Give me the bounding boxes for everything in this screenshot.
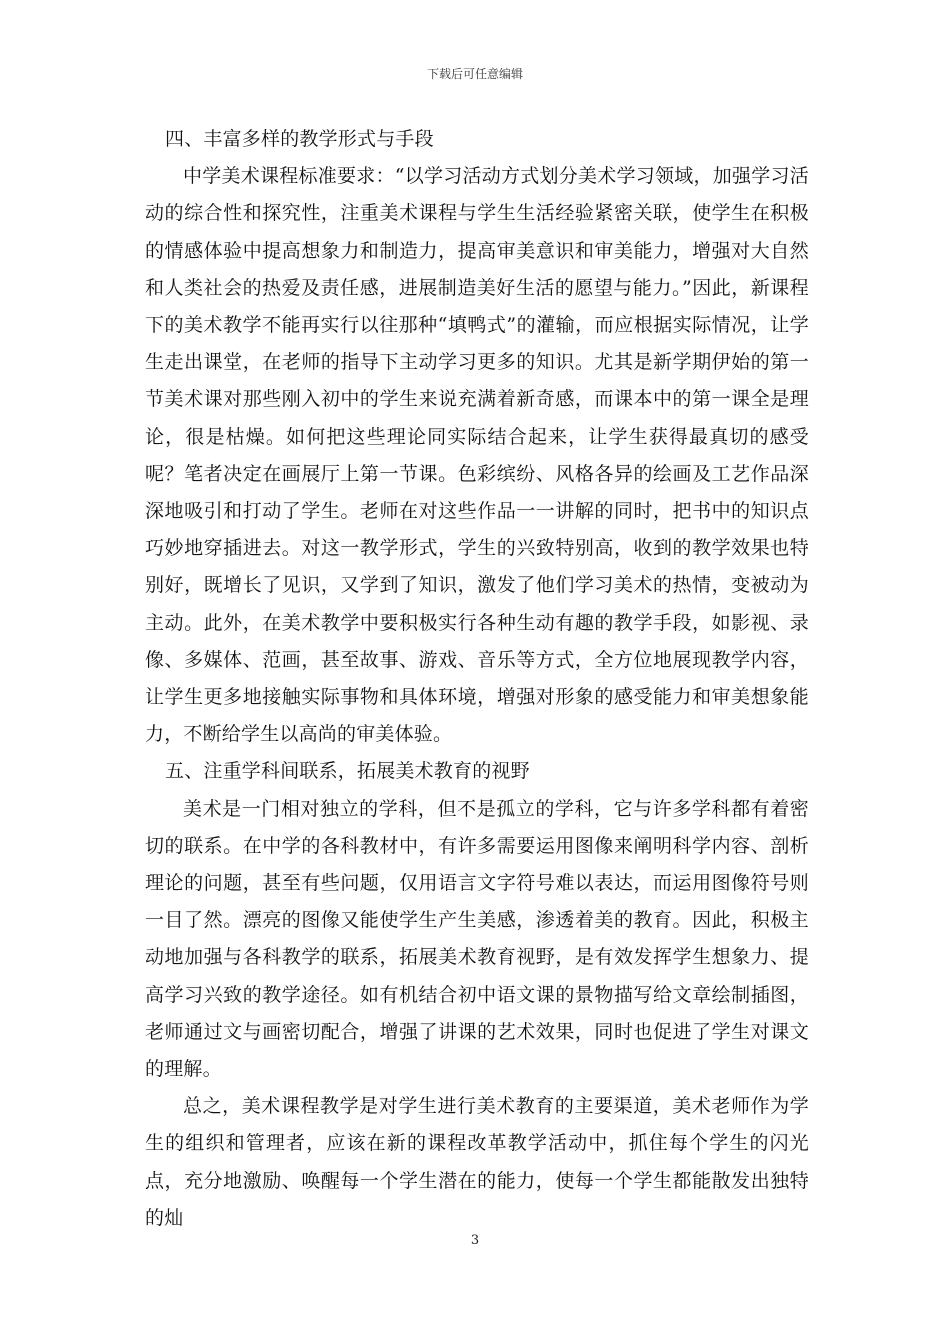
section-heading-4: 四、丰富多样的教学形式与手段 bbox=[165, 128, 434, 150]
body-paragraph: 美术是一门相对独立的学科，但不是孤立的学科，它与许多学科都有着密切的联系。在中学的各科教材中，有许多需要运用图像来阐明科学内容、剖析理论的问题，甚至有些问题，仅用语言文字符号难以表达，而运用图像符号则一目了然。漂亮的图像又能使学生产生美感，渗透着美的教育。因此，积极主动地加强与各科教学的联系，拓展美术教育视野，是有效发挥学生想象力、提高学习兴致的教学途径。如有机结合初中语文课的景物描写给文章绘制插图，老师通过文与画密切配合，增强了讲课的艺术效果，同时也促进了学生对课文的理解。 bbox=[145, 797, 809, 1081]
page-header: 下载后可任意编辑 bbox=[426, 67, 523, 81]
body-paragraph: 总之，美术课程教学是对学生进行美术教育的主要渠道，美术老师作为学生的组织和管理者，应该在新的课程改革教学活动中，抓住每个学生的闪光点，充分地激励、唤醒每一个学生潜在的能力，使每一个学生都能散发出独特的灿 bbox=[145, 1095, 809, 1229]
section-heading-5: 五、注重学科间联系，拓展美术教育的视野 bbox=[165, 760, 530, 783]
body-paragraph: 中学美术课程标准要求：“以学习活动方式划分美术学习领域，加强学习活动的综合性和探究性，注重美术课程与学生生活经验紧密关联，使学生在积极的情感体验中提高想象力和制造力，提高审美意识和审美能力，增强对大自然和人类社会的热爱及责任感，进展制造美好生活的愿望与能力。”因此，新课程下的美术教学不能再实行以往那种“填鸭式”的灌输，而应根据实际情况，让学生走出课堂，在老师的指导下主动学习更多的知识。尤其是新学期伊始的第一节美术课对那些刚入初中的学生来说充满着新奇感，而课本中的第一课全是理论，很是枯燥。如何把这些理论同实际结合起来，让学生获得最真切的感受呢？笔者决定在画展厅上第一节课。色彩缤纷、风格各异的绘画及工艺作品深深地吸引和打动了学生。老师在对这些作品一一讲解的同时，把书中的知识点巧妙地穿插进去。对这一教学形式，学生的兴致特别高，收到的教学效果也特别好，既增长了见识，又学到了知识，激发了他们学习美术的热情，变被动为主动。此外，在美术教学中要积极实行各种生动有趣的教学手段，如影视、录像、多媒体、范画，甚至故事、游戏、音乐等方式，全方位地展现教学内容，让学生更多地接触实际事物和具体环境，增强对形象的感受能力和审美想象能力，不断给学生以高尚的审美体验。 bbox=[145, 165, 809, 746]
document-body bbox=[145, 121, 809, 1237]
page-number: 3 bbox=[470, 1233, 480, 1248]
